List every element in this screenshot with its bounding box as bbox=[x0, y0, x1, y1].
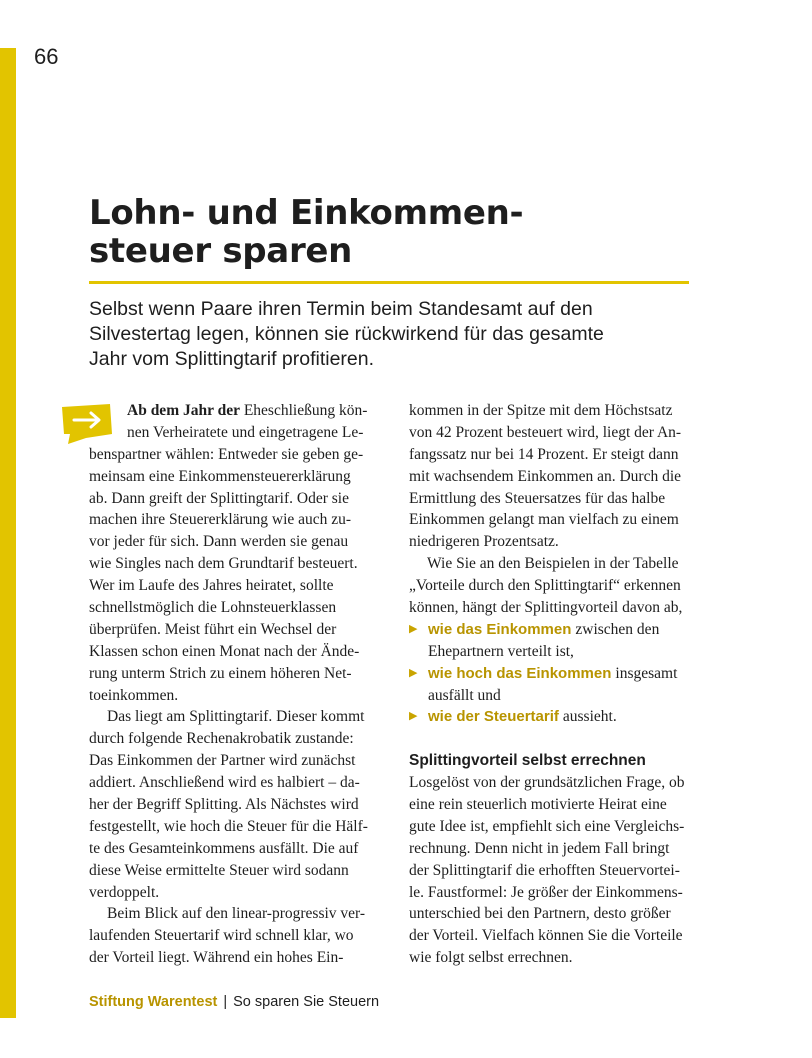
text-line: festgestellt, wie hoch die Steuer für die Hälf- bbox=[89, 817, 368, 835]
title-line: Lohn- und Einkommen- bbox=[89, 193, 524, 233]
accent-bar bbox=[0, 48, 16, 1018]
bullet-highlight: wie hoch das Einkommen bbox=[428, 664, 612, 682]
text-line: der Splittingtarif die erhofften Steuervortei- bbox=[409, 861, 680, 879]
bullet-continuation: Ehepartnern verteilt ist, bbox=[428, 642, 574, 660]
text-line: Wie Sie an den Beispielen in der Tabelle bbox=[427, 555, 679, 573]
bullet-item bbox=[409, 706, 709, 728]
footer-separator: | bbox=[223, 994, 228, 1010]
bullet-triangle-icon: ▶ bbox=[409, 666, 418, 679]
text-line: nen Verheiratete und eingetragene Le- bbox=[127, 423, 364, 441]
text-line: der Vorteil liegt. Während ein hohes Ein- bbox=[89, 949, 344, 967]
text-line: verdoppelt. bbox=[89, 883, 160, 901]
text-line: niedrigeren Prozentsatz. bbox=[409, 533, 559, 551]
bullet-text: zwischen den bbox=[575, 620, 660, 638]
text-line: ab. Dann greift der Splittingtarif. Oder sie bbox=[89, 489, 349, 507]
lead-paragraph bbox=[89, 297, 679, 372]
bullet-text: aussieht. bbox=[562, 708, 617, 726]
page-footer bbox=[89, 994, 379, 1010]
page-title bbox=[89, 194, 689, 270]
text-line: überprüfen. Meist führt ein Wechsel der bbox=[89, 620, 337, 638]
text-line: gute Idee ist, empfiehlt sich eine Vergleichs- bbox=[409, 817, 685, 835]
text-line: können, hängt der Splittingvorteil davon ab, bbox=[409, 599, 683, 617]
bullet-continuation: ausfällt und bbox=[428, 686, 501, 704]
text-line: mit wachsendem Einkommen an. Durch die bbox=[409, 467, 682, 485]
text-line: Klassen schon einen Monat nach der Ände- bbox=[89, 642, 360, 660]
text-line: rung unterm Strich zu einem höheren Net- bbox=[89, 664, 352, 682]
text-line: Wer im Laufe des Jahres heiratet, sollte bbox=[89, 577, 334, 595]
text-line: addiert. Anschließend wird es halbiert – da- bbox=[89, 774, 360, 792]
bullet-highlight: wie der Steuertarif bbox=[428, 708, 559, 726]
text-line: Einkommen gelangt man vielfach zu einem bbox=[409, 511, 679, 529]
bullet-item bbox=[409, 619, 709, 641]
text-line: durch folgende Rechenakrobatik zustande: bbox=[89, 730, 354, 748]
text-line: laufenden Steuertarif wird schnell klar, wo bbox=[89, 927, 354, 945]
text-line: Ab dem Jahr der Eheschließung kön- bbox=[127, 402, 368, 419]
title-line: steuer sparen bbox=[89, 231, 353, 271]
text-line: Ermittlung des Steuersatzes für das halbe bbox=[409, 489, 666, 507]
text-line: kommen in der Spitze mit dem Höchstsatz bbox=[409, 402, 673, 419]
text-line: meinsam eine Einkommensteuererklärung bbox=[89, 467, 351, 485]
text-line: von 42 Prozent besteuert wird, liegt der An- bbox=[409, 423, 682, 441]
bullet-triangle-icon: ▶ bbox=[409, 622, 418, 635]
section-subheading: Splittingvorteil selbst errechnen bbox=[409, 752, 646, 770]
text-line: wie folgt selbst errechnen. bbox=[409, 949, 573, 967]
text-line: Das liegt am Splittingtarif. Dieser kommt bbox=[107, 708, 365, 726]
bullet-text: insgesamt bbox=[615, 664, 678, 682]
bullet-item bbox=[409, 663, 709, 685]
bullet-highlight: wie das Einkommen bbox=[428, 620, 572, 638]
text-line: vor jeder für sich. Dann werden sie genau bbox=[89, 533, 349, 551]
text-line: fangssatz nur bei 14 Prozent. Er steigt dann bbox=[409, 445, 679, 463]
text-line: eine rein steuerlich motivierte Heirat eine bbox=[409, 796, 667, 814]
text-line: Beim Blick auf den linear-progressiv ver- bbox=[107, 905, 366, 923]
text-line: toeinkommen. bbox=[89, 686, 179, 704]
text-line: machen ihre Steuererklärung wie auch zu- bbox=[89, 511, 352, 529]
title-underline bbox=[89, 281, 689, 284]
text-line: der Vorteil. Vielfach können Sie die Vorteile bbox=[409, 927, 683, 945]
text-line: Losgelöst von der grundsätzlichen Frage, ob bbox=[409, 774, 685, 792]
text-line: te des Gesamteinkommens ausfällt. Die auf bbox=[89, 839, 359, 857]
lead-line: Silvestertag legen, können sie rückwirkend für das gesamte bbox=[89, 323, 604, 345]
bullet-triangle-icon: ▶ bbox=[409, 710, 418, 723]
text-line: „Vorteile durch den Splittingtarif“ erkennen bbox=[409, 577, 681, 595]
text-line: Das Einkommen der Partner wird zunächst bbox=[89, 752, 356, 770]
text-line: benspartner wählen: Entweder sie geben ge- bbox=[89, 445, 364, 463]
left-column bbox=[89, 400, 401, 969]
page-number: 66 bbox=[34, 44, 59, 69]
text-line: wie Singles nach dem Grundtarif besteuert. bbox=[89, 555, 358, 573]
footer-brand: Stiftung Warentest bbox=[89, 994, 218, 1010]
lead-line: Selbst wenn Paare ihren Termin beim Standesamt auf den bbox=[89, 298, 593, 320]
intro-bold: Ab dem Jahr der bbox=[127, 402, 240, 419]
text-line: schnellstmöglich die Lohnsteuerklassen bbox=[89, 599, 337, 617]
text-line: unterschied bei den Partnern, desto größer bbox=[409, 905, 671, 923]
text-line: le. Faustformel: Je größer der Einkommens- bbox=[409, 883, 683, 901]
text-line: her der Begriff Splitting. Als Nächstes wird bbox=[89, 796, 359, 814]
lead-line: Jahr vom Splittingtarif profitieren. bbox=[89, 348, 375, 370]
text-line: rechnung. Denn nicht in jedem Fall bringt bbox=[409, 839, 670, 857]
right-column bbox=[409, 400, 709, 969]
text-line: diese Weise ermittelte Steuer wird sodann bbox=[89, 861, 349, 879]
footer-title: So sparen Sie Steuern bbox=[233, 994, 380, 1010]
